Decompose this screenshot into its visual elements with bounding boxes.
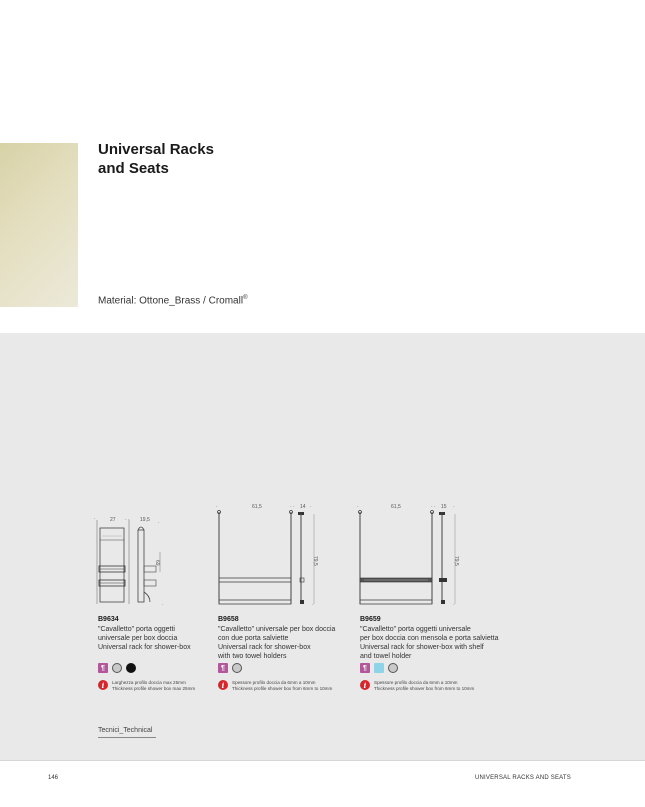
product-description-b9659: "Cavalletto" porta oggetti universale per box doccia con mensola e porta salvietta Universal rack for shower-box with shelf and towel holder (360, 626, 499, 660)
dim-height-b9634: 69 (154, 560, 160, 566)
section-name: UNIVERSAL RACKS AND SEATS (474, 775, 571, 781)
product-code-b9659: B9659 (360, 616, 381, 623)
dim-tick: · (312, 602, 314, 608)
page-title (98, 140, 214, 178)
paragraph-icon: ¶ (360, 663, 370, 673)
info-icon: i (218, 680, 228, 690)
dim-tick: · (94, 516, 96, 522)
dim-tick: · (158, 520, 160, 526)
dim-tick: · · (431, 504, 436, 510)
dim-depth-b9658: 14 (300, 504, 306, 510)
page-number: 146 (48, 775, 59, 781)
dim-tick: · · (125, 517, 130, 523)
dim-tick: · (310, 504, 312, 510)
finish-chrome-circle (388, 663, 398, 673)
note-text-b9658: Spessore profilo doccia da 6mm a 10mm Thickness profile shower box from 6mm to 10mm (232, 680, 333, 691)
note-b9634 (98, 680, 195, 692)
finishes-b9659 (360, 663, 398, 673)
finishes-b9658 (218, 663, 242, 673)
dim-tick: · (453, 504, 455, 510)
paragraph-icon: ¶ (98, 663, 108, 673)
finish-chrome-circle (112, 663, 122, 673)
note-b9659 (360, 680, 474, 692)
dim-width-b9658: 61,5 (252, 504, 262, 510)
finishes-b9634 (98, 663, 136, 673)
finish-chrome-circle (232, 663, 242, 673)
info-icon: i (360, 680, 370, 690)
dim-tick: · (453, 602, 455, 608)
material-label (98, 295, 247, 306)
note-text-b9634: Larghezza profilo doccia max 25mm Thickness profile shower box max 25mm (112, 680, 196, 691)
product-drawing-b9634 (92, 500, 172, 612)
dim-tick: · (357, 504, 359, 510)
dim-height-b9659: 79,5 (453, 556, 459, 566)
dim-width-b9634: 27 (110, 517, 116, 523)
product-drawing-b9659 (355, 500, 475, 612)
dim-height-b9658: 79,5 (312, 556, 318, 566)
dim-width-b9659: 61,5 (391, 504, 401, 510)
dim-tick: · (216, 504, 218, 510)
note-b9658 (218, 680, 332, 692)
title-line-2: and Seats (98, 160, 169, 177)
finish-black-circle (126, 663, 136, 673)
finish-color-swatch (0, 143, 78, 307)
title-line-1: Universal Racks (98, 141, 214, 158)
dim-tick: · · (290, 504, 295, 510)
material-text: Material: Ottone_Brass / Cromall (98, 295, 244, 307)
dim-tick: · (162, 602, 164, 608)
dim-depth-b9634: 19,5 (140, 517, 150, 523)
paragraph-icon: ¶ (218, 663, 228, 673)
product-drawing-b9658 (214, 500, 334, 612)
product-description-b9658: "Cavalletto" universale per box doccia con due porta salviette Universal rack for shower-box with two towel holders (218, 626, 336, 660)
info-icon: i (98, 680, 108, 690)
product-code-b9658: B9658 (218, 616, 239, 623)
dim-depth-b9659: 15 (441, 504, 447, 510)
product-code-b9634: B9634 (98, 616, 119, 623)
registered-mark: ® (243, 295, 248, 301)
note-text-b9659: Spessore profilo doccia da 6mm a 10mm Thickness profile shower box from 6mm to 10mm (374, 680, 475, 691)
footer-divider (0, 760, 645, 761)
product-description-b9634: "Cavalletto" porta oggetti universale per box doccia Universal rack for shower-box (98, 626, 191, 651)
technical-link[interactable]: Tecnici_Technical (98, 727, 156, 738)
finish-light-blue-square (374, 663, 384, 673)
